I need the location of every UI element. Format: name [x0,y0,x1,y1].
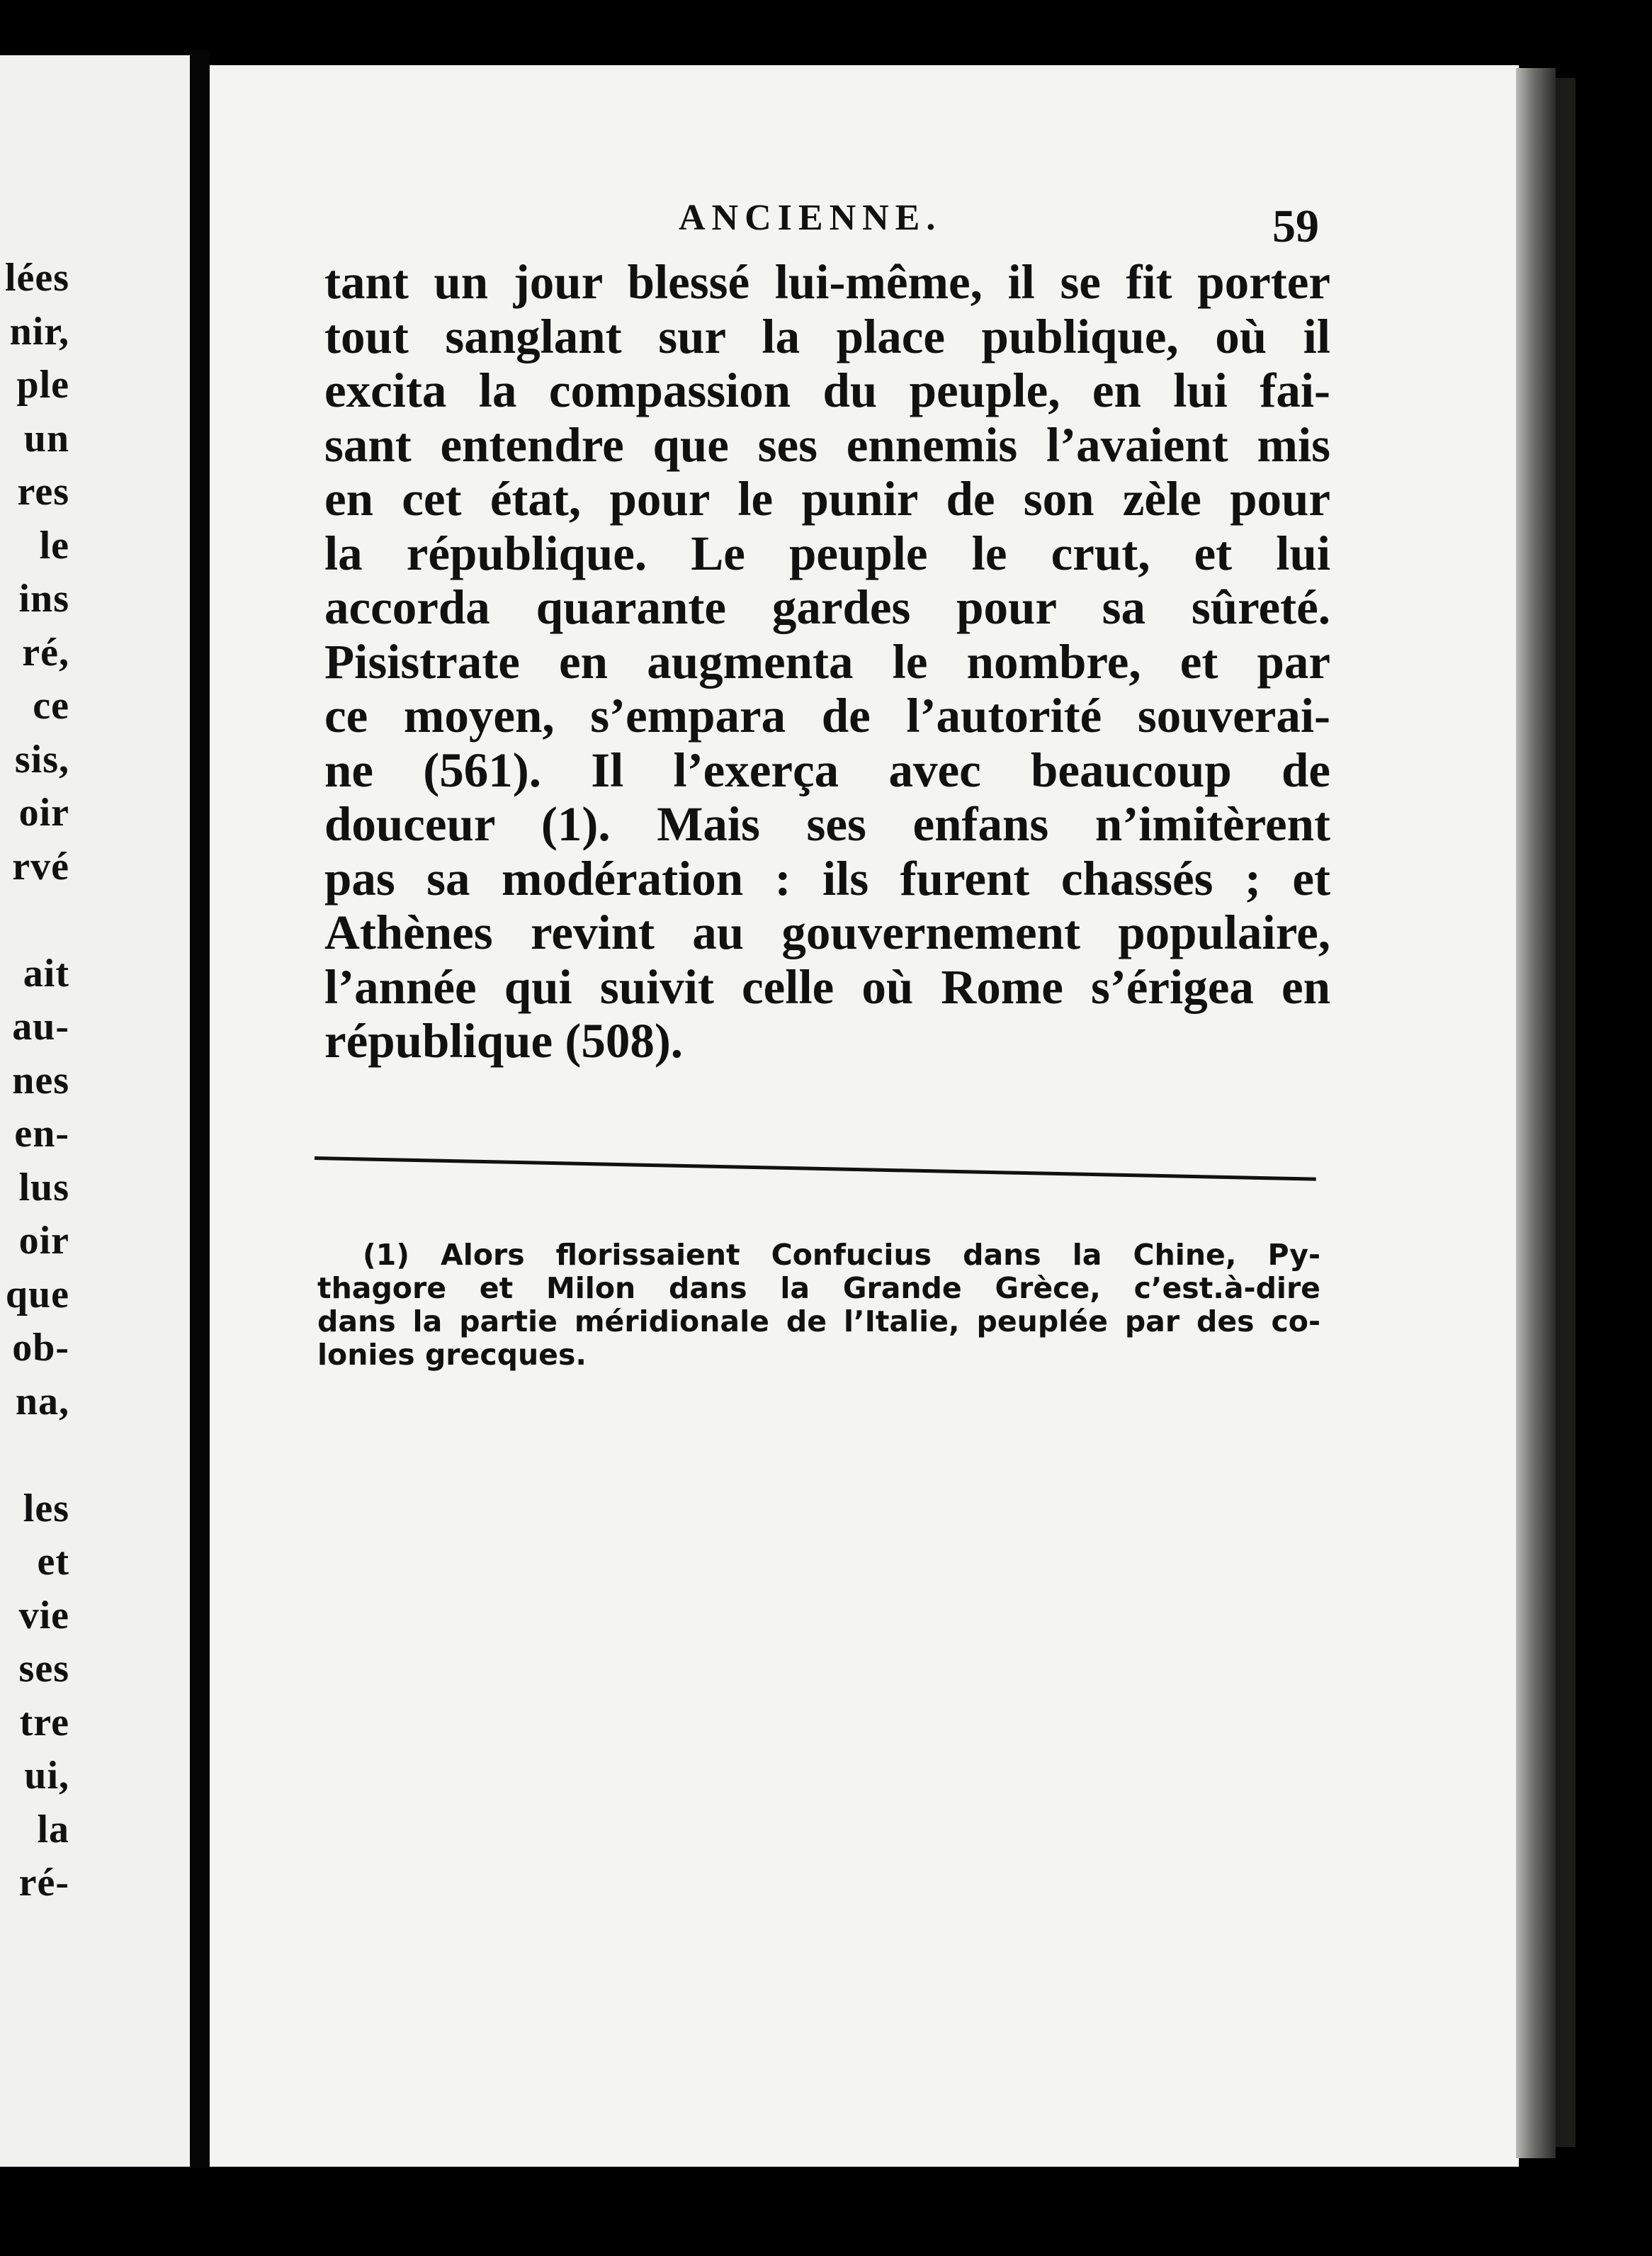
fragment-line: en- [14,1112,69,1156]
text-line: tout sanglant sur la place publique, où il [324,309,1330,363]
fragment-line: ré, [22,630,69,675]
text-line: Pisistrate en augmenta le nombre, et par [324,634,1330,689]
footnote-line: thagore et Milon dans la Grande Grèce, c’est.à-dire [317,1271,1320,1305]
footnote [317,1239,1320,1372]
running-title: ANCIENNE. [679,198,942,238]
text-line: ce moyen, s’empara de l’autorité souverai- [324,689,1330,743]
fragment-line: ple [16,363,69,407]
fragment-line: que [5,1272,69,1316]
fragment-line: ré- [18,1861,69,1905]
footnote-line: dans la partie méridionale de l’Italie, peuplée par des co- [317,1304,1320,1338]
fragment-line: oir [18,791,69,835]
fragment-line: au- [12,1005,69,1049]
text-line: tant un jour blessé lui-même, il se fit porter [324,255,1330,309]
text-line: la république. Le peuple le crut, et lui [324,526,1330,580]
fragment-line: ob- [12,1326,69,1370]
book-edge [1556,78,1575,2147]
fragment-line: ce [33,684,69,728]
fragment-line: ins [18,577,69,621]
text-line: en cet état, pour le punir de son zèle pour [324,472,1330,526]
fragment-line: lus [18,1165,69,1209]
previous-page-text [0,252,69,1910]
page-number: 59 [1272,201,1319,252]
fragment-line: rvé [12,844,69,889]
footnote-line: lonies grecques. [317,1338,587,1372]
fragment-line: la [37,1807,69,1851]
text-line: ne (561). Il l’exerça avec beaucoup de [324,743,1330,797]
fragment-line: ait [23,951,69,996]
text-line: Athènes revint au gouvernement populaire, [324,906,1330,959]
fragment-line: nes [12,1058,69,1102]
fragment-line [0,893,69,947]
main-text [324,255,1330,1068]
book-gutter [190,50,210,2168]
fragment-line: un [23,416,69,461]
fragment-line: ui, [24,1754,69,1798]
fragment-line: ses [18,1647,69,1691]
text-line: l’année qui suivit celle où Rome s’érigea en [324,959,1330,1014]
fragment-line: oir [18,1219,69,1263]
text-line: excita la compassion du peuple, en lui fai- [324,363,1330,417]
text-line: douceur (1). Mais ses enfans n’imitèrent [324,797,1330,851]
fragment-line: na, [15,1379,69,1423]
footnote-line: (1) Alors florissaient Confucius dans la Chine, Py- [363,1238,1320,1272]
fragment-line [0,1428,69,1482]
fragment-line: res [17,470,69,514]
fragment-line: tre [19,1700,69,1744]
fragment-line: et [37,1540,69,1584]
fragment-line: le [39,523,69,568]
text-line: sant entendre que ses ennemis l’avaient mis [324,417,1330,472]
fragment-line: les [23,1486,69,1530]
fragment-line: vie [18,1593,69,1637]
text-line: accorda quarante gardes pour sa sûreté. [324,580,1330,634]
page-edge-shadow [1516,68,1556,2158]
fragment-line: lées [4,256,69,300]
fragment-line: sis, [14,737,69,782]
fragment-line: nir, [9,309,69,354]
text-line: république (508). [324,1014,684,1068]
text-line: pas sa modération : ils furent chassés ; et [324,851,1330,906]
